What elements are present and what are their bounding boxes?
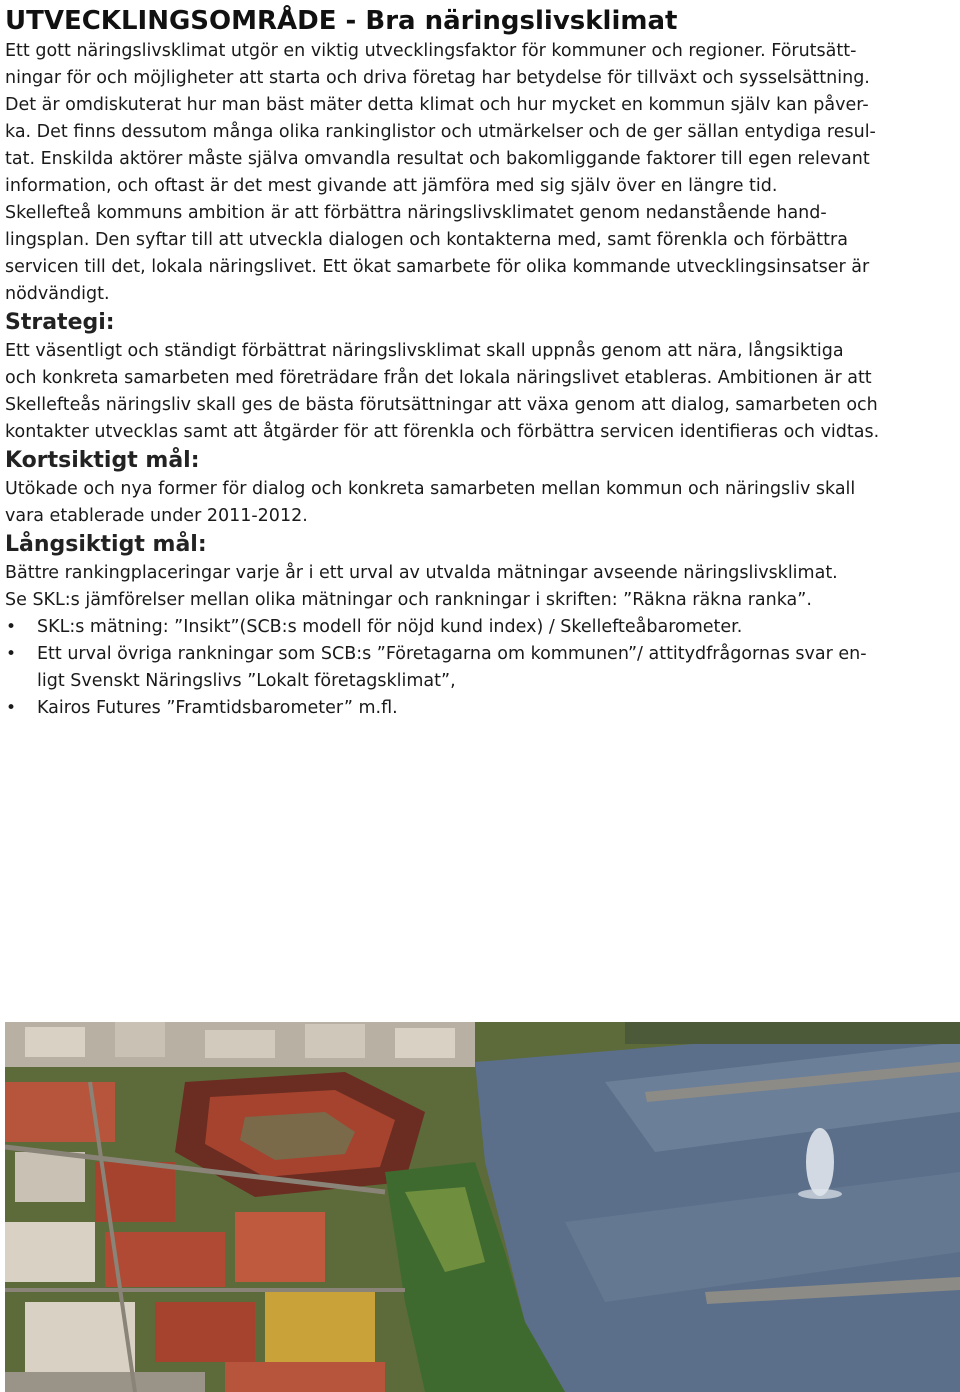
ambition-line: nödvändigt. (5, 284, 110, 304)
ranking-bullet-list (5, 614, 955, 722)
bullet-text: SKL:s mätning: ”Insikt”(SCB:s modell för nöjd kund index) / Skellefteåbarometer. (37, 617, 743, 637)
strategi-line: Skellefteås näringsliv skall ges de bästa förutsättningar att växa genom att dialog, samarbeten och (5, 395, 878, 415)
intro-paragraph (5, 38, 955, 200)
list-item (5, 695, 955, 722)
langsiktigt-paragraph: Bättre rankingplaceringar varje år i ett urval av utvalda mätningar avseende näringslivsklimat. (5, 563, 838, 583)
strategi-line: Ett väsentligt och ständigt förbättrat näringslivsklimat skall uppnås genom att nära, långsiktiga (5, 341, 844, 361)
bullet-text: ligt Svenskt Näringslivs ”Lokalt företagsklimat”, (37, 671, 456, 691)
intro-line: tat. Enskilda aktörer måste själva omvandla resultat och bakomliggande faktorer till egen relevant (5, 149, 870, 169)
building (5, 1372, 205, 1392)
langsiktigt-heading: Långsiktigt mål: (5, 532, 207, 557)
strategi-paragraph (5, 338, 955, 446)
list-item (5, 614, 955, 641)
building (105, 1232, 225, 1287)
building (225, 1362, 385, 1392)
kortsiktigt-paragraph (5, 476, 955, 530)
building (5, 1222, 95, 1282)
fountain-base (798, 1189, 842, 1199)
strategi-line: och konkreta samarbeten med företrädare från det lokala näringslivet etableras. Ambitionen är att (5, 368, 872, 388)
kortsiktigt-heading: Kortsiktigt mål: (5, 448, 200, 473)
building (115, 1022, 165, 1057)
building (15, 1152, 85, 1202)
kortsiktigt-line: Utökade och nya former för dialog och konkreta samarbeten mellan kommun och näringsliv skall (5, 479, 856, 499)
intro-line: Ett gott näringslivsklimat utgör en viktig utvecklingsfaktor för kommuner och regioner. Förutsätt- (5, 41, 857, 61)
bullet-text: Kairos Futures ”Framtidsbarometer” m.fl. (37, 698, 398, 718)
building (305, 1024, 365, 1058)
building (25, 1302, 135, 1372)
list-item (5, 641, 955, 695)
strategi-line: kontakter utvecklas samt att åtgärder för att förenkla och förbättra servicen identifieras och vidtas. (5, 422, 880, 442)
page-title: UTVECKLINGSOMRÅDE - Bra näringslivsklimat (5, 6, 678, 36)
aerial-photo-illustration (5, 1022, 960, 1392)
strategi-heading: Strategi: (5, 310, 115, 335)
intro-line: ka. Det finns dessutom många olika rankinglistor och utmärkelser och de ger sällan entydiga resul- (5, 122, 876, 142)
bullet-text: Ett urval övriga rankningar som SCB:s ”Företagarna om kommunen”/ attitydfrågornas svar en- (37, 644, 867, 664)
building (155, 1302, 255, 1362)
bullet-icon: • (6, 617, 17, 637)
document-page (5, 0, 955, 722)
bullet-icon: • (6, 698, 17, 718)
ambition-line: Skellefteå kommuns ambition är att förbättra näringslivsklimatet genom nedanstående hand- (5, 203, 827, 223)
building (235, 1212, 325, 1282)
intro-line: Det är omdiskuterat hur man bäst mäter detta klimat och hur mycket en kommun själv kan påver- (5, 95, 869, 115)
building (25, 1027, 85, 1057)
building (205, 1030, 275, 1058)
building (265, 1292, 375, 1362)
building (395, 1028, 455, 1058)
kortsiktigt-line: vara etablerade under 2011-2012. (5, 506, 308, 526)
see-reference-text: Se SKL:s jämförelser mellan olika mätningar och rankningar i skriften: ”Räkna räkna ranka”. (5, 590, 812, 610)
ambition-line: servicen till det, lokala näringslivet. Ett ökat samarbete för olika kommande utvecklingsinsatser är (5, 257, 870, 277)
intro-line: information, och oftast är det mest givande att jämföra med sig själv över en längre tid. (5, 176, 778, 196)
far-shore (625, 1022, 960, 1044)
ambition-line: lingsplan. Den syftar till att utveckla dialogen och kontakterna med, samt förenkla och förbättra (5, 230, 848, 250)
ambition-paragraph (5, 200, 955, 308)
fountain-spray (806, 1128, 834, 1196)
aerial-city-river-photo (5, 1022, 960, 1392)
bullet-icon: • (6, 644, 17, 664)
intro-line: ningar för och möjligheter att starta och driva företag har betydelse för tillväxt och sysselsättning. (5, 68, 870, 88)
